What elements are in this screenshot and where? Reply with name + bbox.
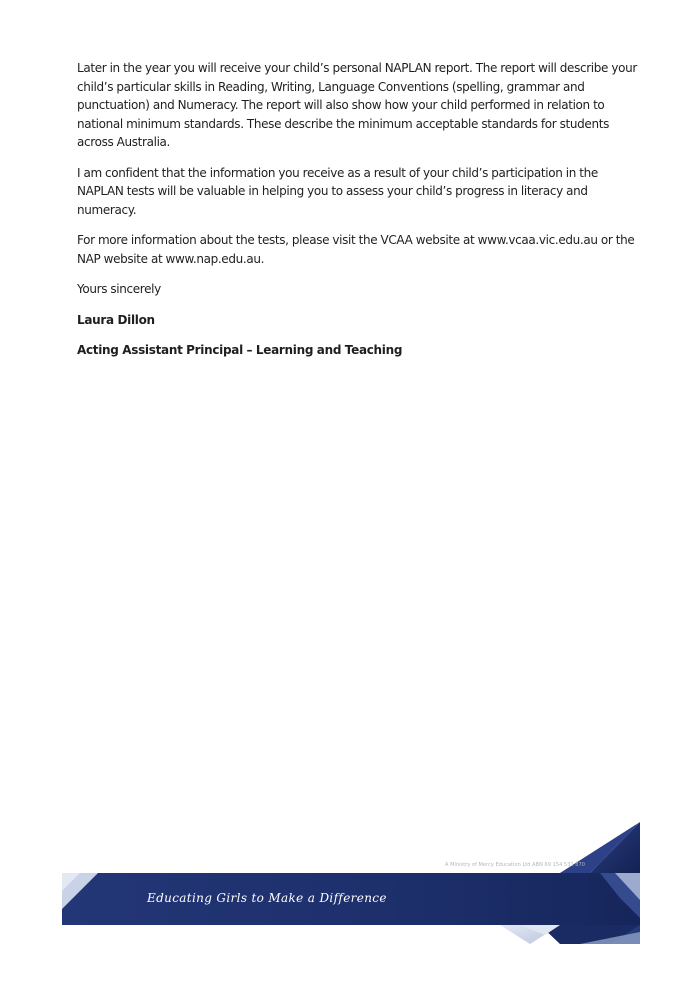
school-tagline: Educating Girls to Make a Difference [147, 891, 387, 905]
footer-banner [0, 820, 700, 950]
letter-paragraph-confidence: I am confident that the information you receive as a result of your child’s participation in the NAPLAN tests will be valuable in helping you to assess your child’s progress in literacy and numeracy. [77, 165, 598, 217]
signatory-title: Acting Assistant Principal – Learning and Teaching [77, 343, 403, 357]
letter-closing: Yours sincerely [77, 282, 161, 296]
letter-body [77, 59, 647, 372]
footer-banner-graphic [0, 820, 700, 950]
abn-text: A Ministry of Mercy Education Ltd ABN 69 154 531 870 [444, 862, 585, 868]
signatory-name: Laura Dillon [77, 312, 155, 327]
letter-paragraph-more-info: For more information about the tests, please visit the VCAA website at www.vcaa.vic.edu.au or the NAP website at www.nap.edu.au. [77, 233, 635, 266]
letter-paragraph-report: Later in the year you will receive your child’s personal NAPLAN report. The report will describe your child’s particular skills in Reading, Writing, Language Conventions (spelling, grammar and punctuation) and Numeracy. The report will also show how your child performed in relation to national minimum standards. These describe the minimum acceptable standards for students across Australia. [77, 61, 637, 149]
